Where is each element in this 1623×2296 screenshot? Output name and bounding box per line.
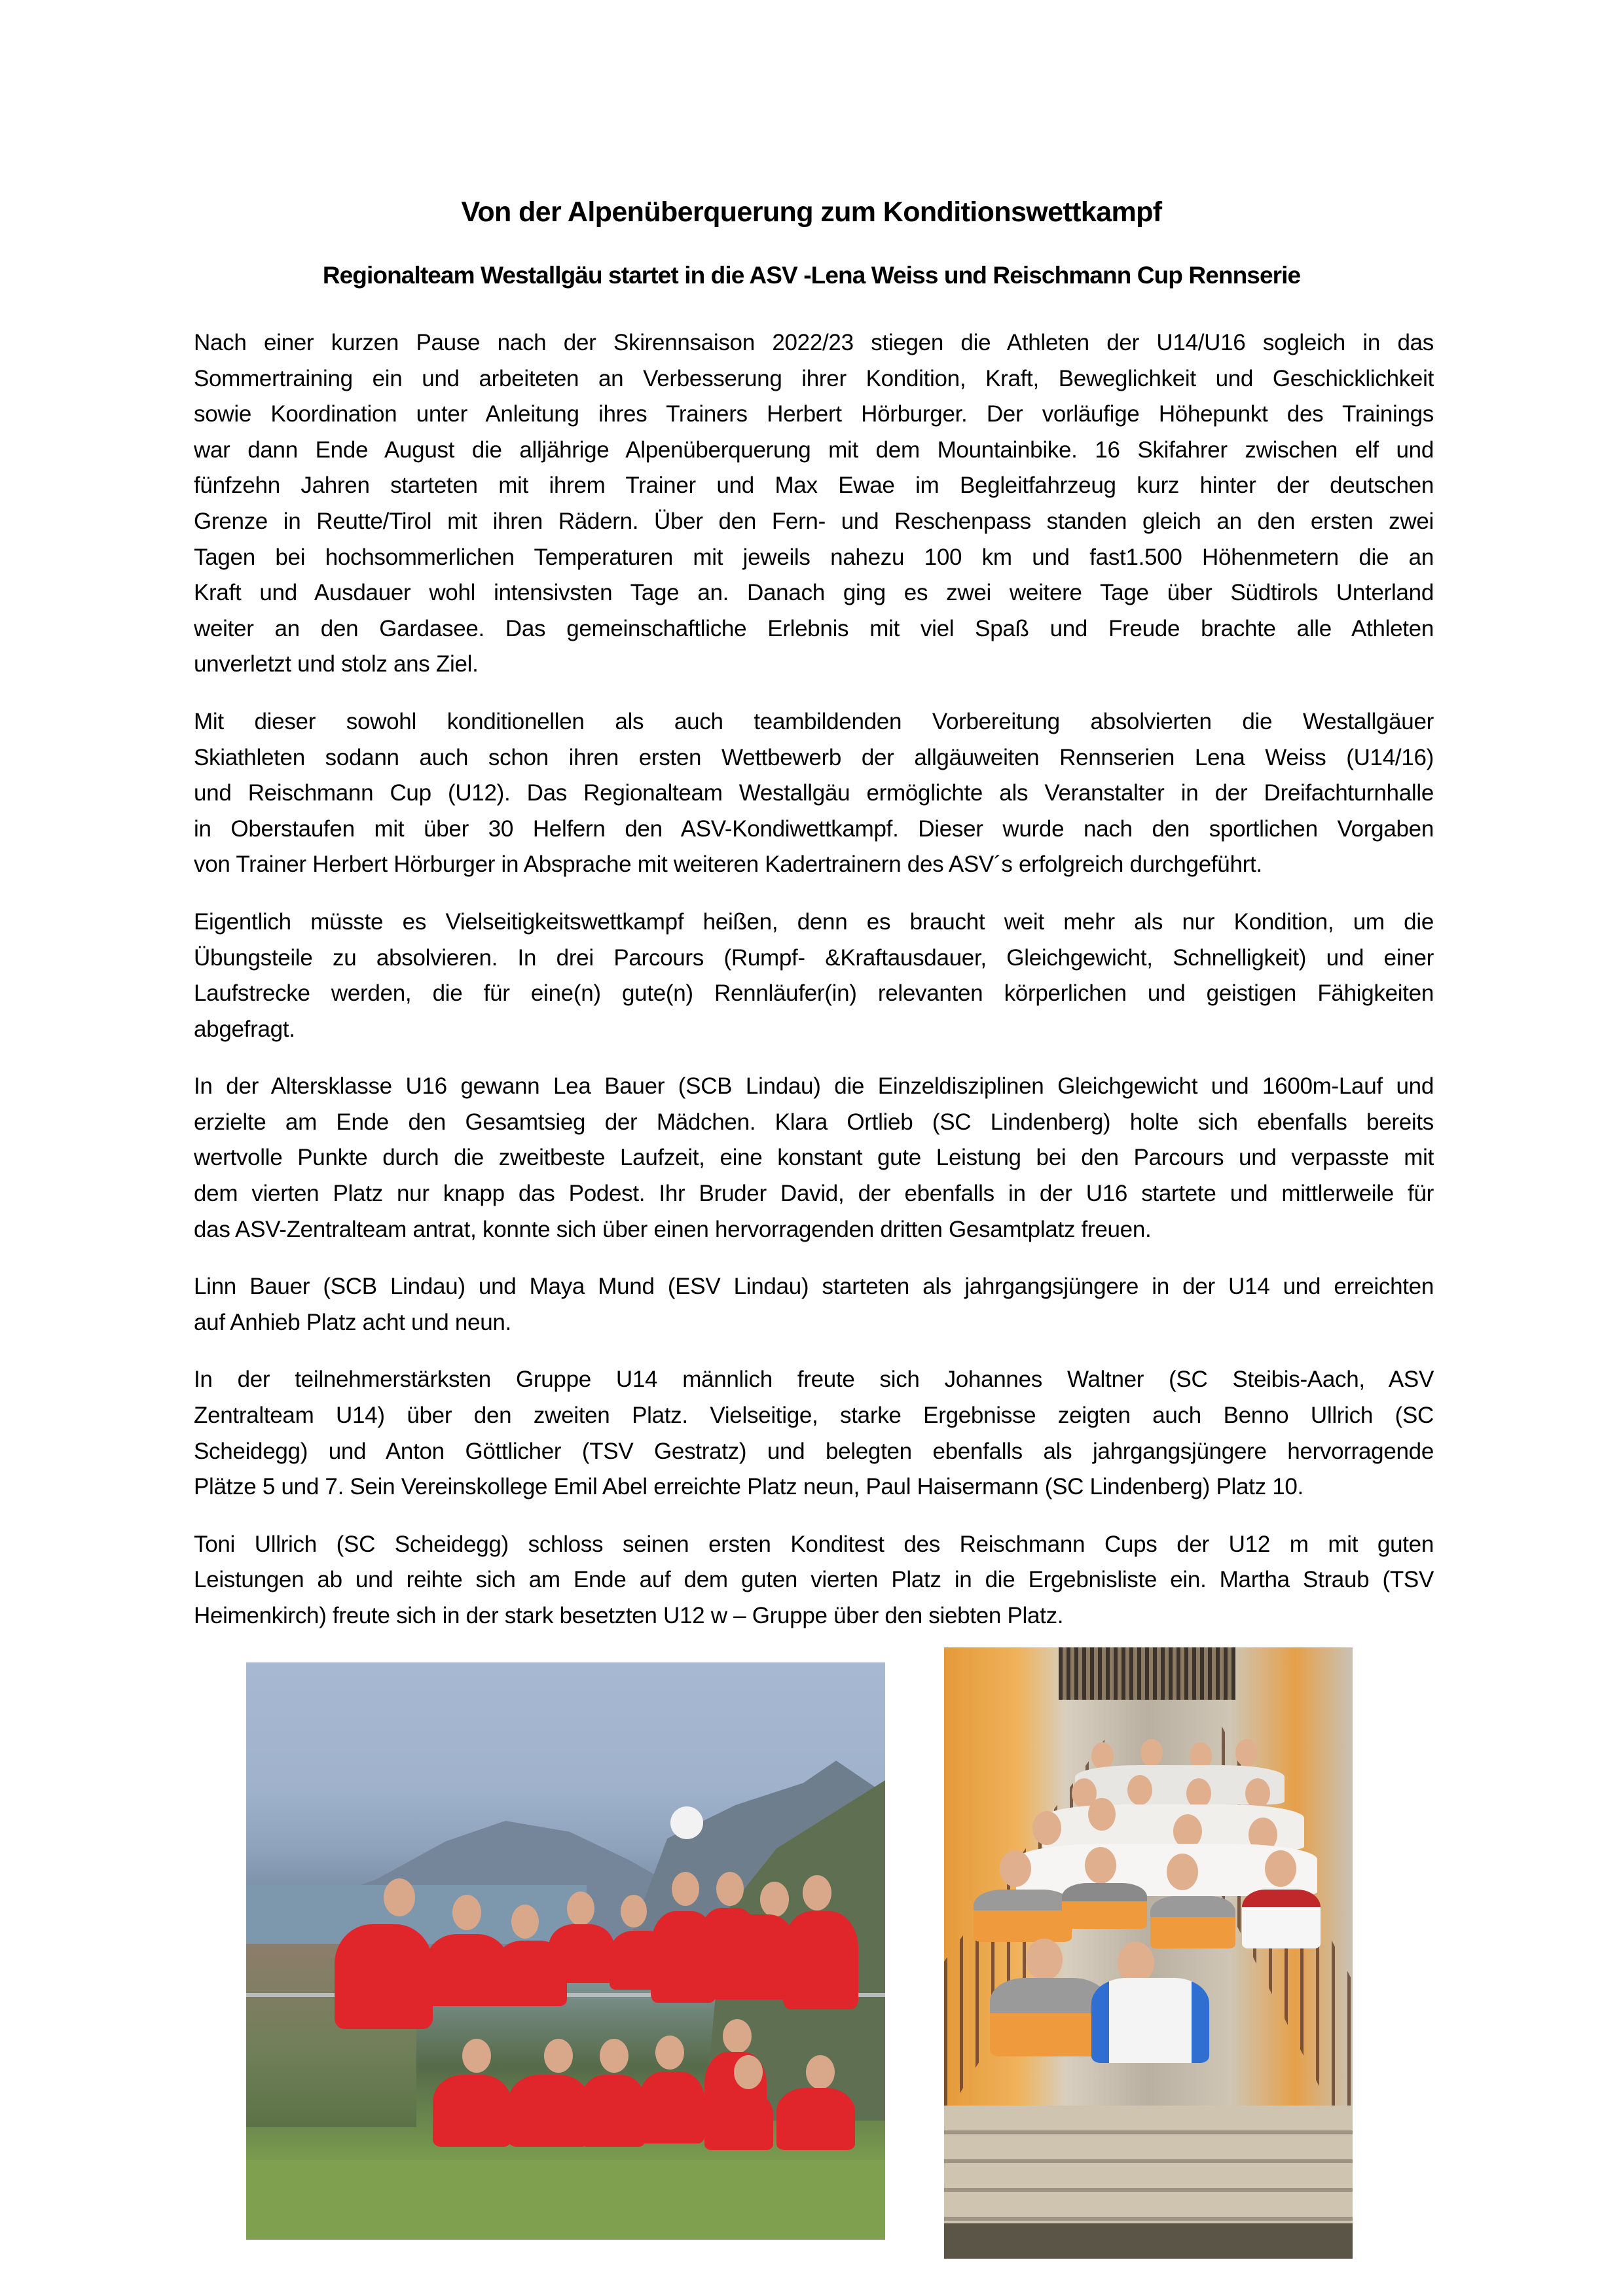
red-shirt [704, 2091, 773, 2150]
text-line: und Reischmann Cup (U12). Das Regionalteam Westallgäu ermöglichte als Veranstalter in der Dreifachturnhalle [194, 780, 1434, 806]
paragraph-vorbereitung [194, 704, 1434, 883]
kid-head [1091, 1742, 1114, 1770]
lamp-globe [670, 1806, 703, 1839]
text-line: Leistungen ab und reihte sich am Ende auf dem guten vierten Platz in die Ergebnisliste ein. Martha Straub (TSV [194, 1567, 1434, 1593]
kid-head [1167, 1854, 1198, 1890]
document-subtitle: Regionalteam Westallgäu startet in die ASV -Lena Weiss und Reischmann Cup Rennserie [322, 262, 1301, 289]
person-head [600, 2039, 629, 2073]
paragraph-u14-girls [194, 1269, 1434, 1340]
kid-head [1032, 1811, 1061, 1845]
text-line: Übungsteile zu absolvieren. In drei Parcours (Rumpf- &Kraftausdauer, Gleichgewicht, Schnelligkeit) und einer [194, 944, 1434, 971]
text-line: Mit dieser sowohl konditionellen als auch teambildenden Vorbereitung absolvierten die Westallgäuer [194, 708, 1434, 734]
ceiling-slats [1059, 1647, 1235, 1700]
text-line: war dann Ende August die alljährige Alpenüberquerung mit dem Mountainbike. 16 Skifahrer zwischen elf und [194, 437, 1434, 463]
paragraph-vielseitigkeit [194, 905, 1434, 1047]
text-line: weiter an den Gardasee. Das gemeinschaftliche Erlebnis mit viel Spaß und Freude brachte alle Athleten [194, 615, 1434, 641]
grass-area [246, 2160, 885, 2240]
paragraph-u16-results [194, 1069, 1434, 1247]
text-line: Nach einer kurzen Pause nach der Skirennsaison 2022/23 stiegen die Athleten der U14/U16 sogleich in das [194, 330, 1434, 355]
kid-head [1026, 1939, 1063, 1981]
person-head [672, 1872, 699, 1906]
text-line: Plätze 5 und 7. Sein Vereinskollege Emil Abel erreichte Platz neun, Paul Haisermann (SC Lindenberg) Platz 10. [194, 1474, 1304, 1500]
text-line: von Trainer Herbert Hörburger in Absprache mit weiteren Kadertrainern des ASV´s erfolgreich durchgeführt. [194, 852, 1262, 878]
group-photo-gardasee [246, 1662, 885, 2240]
jersey-red-white [1242, 1890, 1321, 1948]
text-line: Tagen bei hochsommerlichen Temperaturen mit jeweils nahezu 100 km und fast1.500 Höhenmetern die an [194, 544, 1434, 570]
jersey-2 [1150, 1896, 1235, 1948]
person-head [655, 2036, 684, 2070]
kid-head [1265, 1850, 1296, 1887]
person-head [806, 2055, 835, 2089]
red-shirt [335, 1924, 433, 2029]
text-line: fünfzehn Jahren starteten mit ihrem Trainer und Max Ewae im Begleitfahrzeug kurz hinter der deutschen [194, 473, 1434, 499]
text-line: auf Anhieb Platz acht und neun. [194, 1309, 511, 1335]
kid-head [1127, 1775, 1152, 1805]
text-line: Kraft und Ausdauer wohl intensivsten Tage an. Danach ging es zwei weitere Tage über Südtirols Unterland [194, 580, 1434, 606]
paragraph-u14-boys [194, 1362, 1434, 1505]
person-head [621, 1895, 647, 1928]
text-line: dem vierten Platz nur knapp das Podest. Ihr Bruder David, der ebenfalls in der U16 startete und mittlerweile für [194, 1181, 1434, 1207]
jersey-28 [990, 1978, 1108, 2056]
red-shirt [549, 1924, 614, 1983]
text-line: erzielte am Ende den Gesamtsieg der Mädchen. Klara Ortlieb (SC Lindenberg) holte sich ebenfalls bereits [194, 1109, 1434, 1135]
person-head [462, 2039, 491, 2073]
kid-head [1085, 1847, 1116, 1884]
kid-head [1000, 1850, 1031, 1887]
person-head [723, 2019, 752, 2053]
text-line: Linn Bauer (SCB Lindau) und Maya Mund (ESV Lindau) starteten als jahrgangsjüngere in der U14 und erreichten [194, 1274, 1434, 1300]
text-line: unverletzt und stolz ans Ziel. [194, 651, 479, 677]
text-line: Sommertraining ein und arbeiteten an Verbesserung ihrer Kondition, Kraft, Beweglichkeit und Geschicklichkeit [194, 365, 1434, 391]
person-head [511, 1905, 539, 1939]
person-head [384, 1878, 415, 1916]
paragraph-alpenueberquerung [194, 325, 1434, 683]
group-photo-stairwell [944, 1647, 1353, 2259]
red-shirt [580, 2075, 646, 2147]
document-title: Von der Alpenüberquerung zum Konditionswettkampf [461, 196, 1162, 228]
text-line: Zentralteam U14) über den zweiten Platz. Vielseitige, starke Ergebnisse zeigten auch Benno Ullrich (SC [194, 1403, 1434, 1429]
red-shirt [433, 2075, 511, 2147]
kid-head [1245, 1778, 1270, 1808]
red-shirt [508, 2075, 590, 2147]
person-head [452, 1895, 481, 1930]
text-line: Eigentlich müsste es Vielseitigkeitswettkampf heißen, denn es braucht weit mehr als nur Kondition, um die [194, 908, 1434, 935]
person-head [803, 1875, 831, 1910]
text-line: in Oberstaufen mit über 30 Helfern den ASV-Kondiwettkampf. Dieser wurde nach den sportlichen Vorgaben [194, 816, 1434, 842]
kid-head [1140, 1739, 1163, 1767]
person-head [760, 1882, 789, 1917]
text-line: das ASV-Zentralteam antrat, konnte sich über einen hervorragenden dritten Gesamtplatz freuen. [194, 1216, 1152, 1242]
jersey-blue-white [1091, 1978, 1209, 2063]
text-line: Skiathleten sodann auch schon ihren ersten Wettbewerb der allgäuweiten Rennserien Lena Weiss (U14/16) [194, 744, 1434, 770]
red-shirt [776, 2088, 855, 2150]
person-head [716, 1872, 744, 1906]
text-line: abgefragt. [194, 1016, 295, 1042]
kid-head [1235, 1739, 1258, 1767]
text-line: wertvolle Punkte durch die zweitbeste Laufzeit, eine konstant gute Leistung bei den Parcours und verpasste mit [194, 1145, 1434, 1171]
text-line: Toni Ullrich (SC Scheidegg) schloss seinen ersten Konditest des Reischmann Cups der U12 m mit guten [194, 1531, 1434, 1557]
text-line: Grenze in Reutte/Tirol mit ihren Rädern. Über den Fern- und Reschenpass standen gleich an den ersten zwei [194, 508, 1434, 534]
text-line: In der teilnehmerstärksten Gruppe U14 männlich freute sich Johannes Waltner (SC Steibis-Aach, ASV [194, 1367, 1434, 1393]
jersey-3 [1062, 1883, 1147, 1929]
person-head [734, 2055, 763, 2089]
text-line: sowie Koordination unter Anleitung ihres Trainers Herbert Hörburger. Der vorläufige Höhepunkt des Trainings [194, 401, 1434, 427]
kid-head [1088, 1798, 1116, 1831]
text-line: Laufstrecke werden, die für eine(n) gute(n) Rennläufer(in) relevanten körperlichen und geistigen Fähigkeiten [194, 980, 1434, 1007]
red-shirt [783, 1911, 858, 2009]
person-head [567, 1892, 594, 1926]
paragraph-u12-results [194, 1527, 1434, 1634]
text-line: In der Altersklasse U16 gewann Lea Bauer (SCB Lindau) die Einzeldisziplinen Gleichgewicht und 1600m-Lauf und [194, 1073, 1434, 1100]
text-line: Scheidegg) und Anton Göttlicher (TSV Gestratz) und belegten ebenfalls als jahrgangsjüngere hervorragende [194, 1438, 1434, 1464]
text-line: Heimenkirch) freute sich in der stark besetzten U12 w – Gruppe über den siebten Platz. [194, 1603, 1064, 1628]
red-shirt [639, 2072, 704, 2144]
floor [944, 2223, 1353, 2259]
jersey-17 [974, 1890, 1072, 1942]
article-body [194, 325, 1434, 1656]
person-head [544, 2039, 573, 2073]
